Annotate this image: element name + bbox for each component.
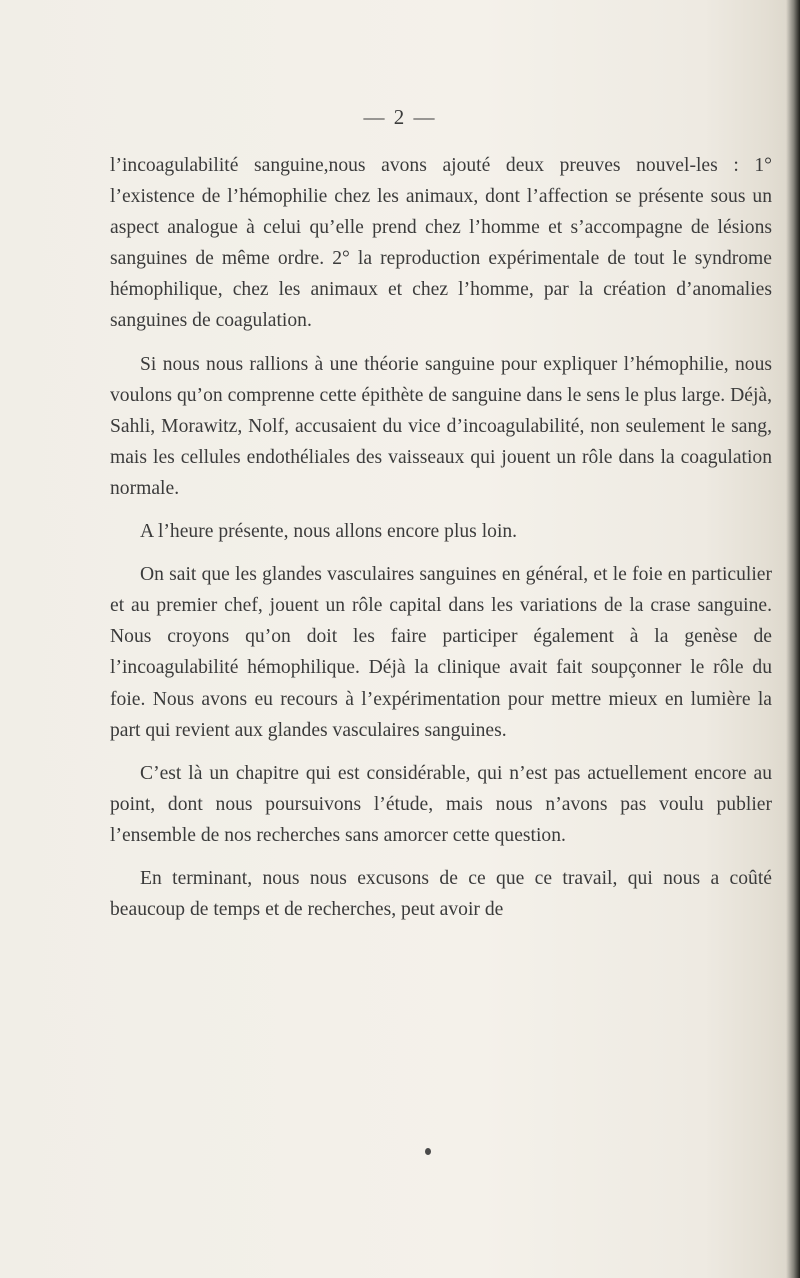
paragraph-6: En terminant, nous nous excusons de ce que ce travail, qui nous a coûté beaucoup de temps et de recherches, peut avoir de	[110, 867, 772, 921]
binding-edge-shadow	[786, 0, 800, 1278]
paragraph-2: Si nous nous rallions à une théorie sanguine pour expliquer l’hémophilie, nous voulons qu’on comprenne cette épithète de sanguine dans le sens le plus large. Déjà, Sahli, Morawitz, Nolf, accusaient du vice d’incoagulabilité, non seulement le sang, mais les cellules endothéliales des vaisseaux qui jouent un rôle dans la coagulation normale.	[110, 353, 772, 499]
ink-spot	[425, 1148, 431, 1155]
page-number: — 2 —	[363, 105, 437, 129]
paragraph-3: A l’heure présente, nous allons encore plus loin.	[140, 521, 518, 543]
paragraph-4: On sait que les glandes vasculaires sanguines en général, et le foie en particulier et au premier chef, jouent un rôle capital dans les variations de la crase sanguine. Nous croyons qu’on doit les faire participer également à la genèse de l’incoagulabilité hémophilique. Déjà la clinique avait fait soupçonner le rôle du foie. Nous avons eu recours à l’expérimentation pour mettre mieux en lumière la part qui revient aux glandes vasculaires sanguines.	[110, 564, 772, 741]
paragraph-5: C’est là un chapitre qui est considérable, qui n’est pas actuellement encore au point, dont nous poursuivons l’étude, mais nous n’avons pas voulu publier l’ensemble de nos recherches sans amorcer cette question.	[110, 762, 772, 846]
paragraph-1: l’incoagulabilité sanguine,nous avons ajouté deux preuves nouvel-les : 1° l’existence de l’hémophilie chez les animaux, dont l’affection se présente sous un aspect analogue à celui qu’elle prend chez l’homme et s’accompagne de lésions sanguines de même ordre. 2° la reproduction expérimentale de tout le syndrome hémophilique, chez les animaux et chez l’homme, par la création d’anomalies sanguines de coagulation.	[110, 155, 772, 332]
body-text	[110, 150, 772, 937]
